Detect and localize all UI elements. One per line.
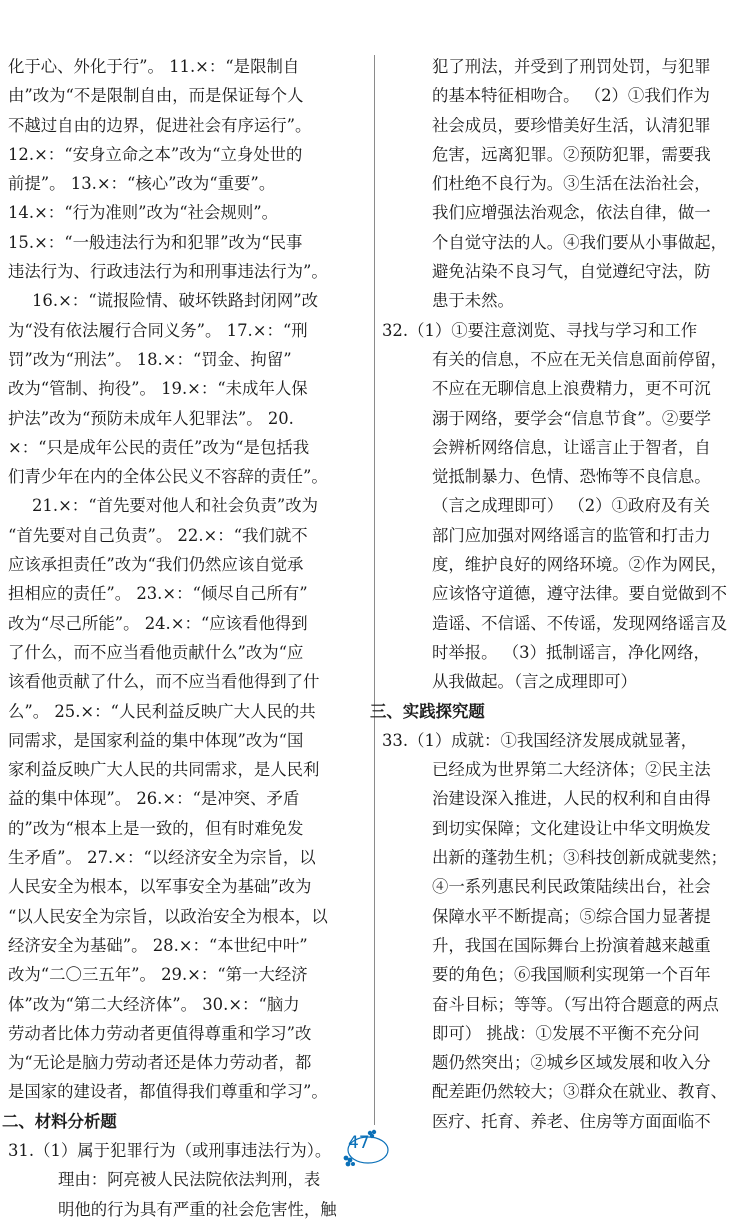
text-line: 犯了刑法，并受到了刑罚处罚，与犯罪	[432, 57, 711, 76]
text-line: 前提”。 13.×：“核心”改为“重要”。	[8, 174, 276, 194]
text-line: 应该恪守道德，遵守法律。要自觉做到不	[432, 584, 728, 604]
text-line: 患于未然。	[432, 291, 514, 311]
text-line: 体”改为“第二大经济体”。 30.×：“脑力	[8, 994, 300, 1014]
text-line: 造谣、不信谣、不传谣，发现网络谣言及	[432, 613, 728, 633]
text-line: “以人民安全为宗旨，以政治安全为根本，以	[8, 906, 328, 926]
text-line: 罚”改为“刑法”。 18.×：“罚金、拘留”	[8, 349, 292, 369]
text-line: 个自觉守法的人。④我们要从小事做起，	[432, 232, 728, 252]
text-line: 们青少年在内的全体公民义不容辞的责任”。	[8, 467, 328, 487]
text-line: 部门应加强对网络谣言的监管和打击力	[432, 525, 711, 545]
section-heading: 二、材料分析题	[2, 1111, 117, 1131]
text-line: 担相应的责任”。 23.×：“倾尽自己所有”	[8, 584, 308, 604]
text-line: 升，我国在国际舞台上扮演着越来越重	[432, 935, 711, 955]
text-line: 到切实保障；文化建设让中华文明焕发	[432, 818, 711, 838]
text-line: 32.（1）①要注意浏览、寻找与学习和工作	[382, 320, 698, 340]
text-line: 护法”改为“预防未成年人犯罪法”。 20.	[8, 408, 294, 428]
text-line: 15.×：“一般违法行为和犯罪”改为“民事	[8, 232, 303, 252]
text-line: 由”改为“不是限制自由，而是保证每个人	[8, 86, 304, 106]
text-line: 该看他贡献了什么，而不应当看他得到了什	[8, 672, 320, 692]
text-line: 益的集中体现”。 26.×：“是冲突、矛盾	[8, 789, 300, 809]
text-line: 奋斗目标；等等。（写出符合题意的两点	[432, 994, 719, 1014]
text-line: 的基本特征相吻合。 （2）①我们作为	[432, 86, 710, 106]
text-line: 明他的行为具有严重的社会危害性，触	[58, 1199, 337, 1219]
text-line: 了什么，而不应当看他贡献什么”改为“应	[8, 642, 304, 662]
text-line: 改为“尽己所能”。 24.×：“应该看他得到	[8, 613, 308, 633]
right-column	[370, 52, 742, 1136]
text-line: 配差距仍然较大；③群众在就业、教育、	[432, 1082, 728, 1102]
text-line: 同需求，是国家利益的集中体现”改为“国	[8, 730, 304, 750]
text-line: 们杜绝不良行为。③生活在法治社会，	[432, 174, 711, 194]
text-line: 题仍然突出；②城乡区域发展和收入分	[432, 1053, 711, 1073]
text-line: 应该承担责任”改为“我们仍然应该自觉承	[8, 555, 304, 575]
text-line: 从我做起。（言之成理即可）	[432, 672, 637, 692]
text-line: 会辨析网络信息，让谣言止于智者，自	[432, 437, 711, 457]
text-line: 14.×：“行为准则”改为“社会规则”。	[8, 203, 279, 223]
text-line: 已经成为世界第二大经济体；②民主法	[432, 760, 711, 780]
page-number-badge	[336, 1128, 400, 1168]
text-line: 33.（1）成就：①我国经济发展成就显著，	[382, 730, 698, 750]
text-line: 保障水平不断提高；⑤综合国力显著提	[432, 906, 711, 926]
text-line: 为“无论是脑力劳动者还是体力劳动者，都	[8, 1053, 312, 1073]
left-column	[2, 52, 366, 1224]
text-line: 不越过自由的边界，促进社会有序运行”。	[8, 115, 312, 135]
text-line: 出新的蓬勃生机；③科技创新成就斐然；	[432, 848, 728, 868]
page-number: 47	[348, 1133, 370, 1153]
text-line: 家利益反映广大人民的共同需求，是人民利	[8, 760, 320, 780]
text-line: 的”改为“根本上是一致的，但有时难免发	[8, 818, 304, 838]
text-line: ×：“只是成年公民的责任”改为“是包括我	[8, 437, 310, 457]
text-line: 危害，远离犯罪。②预防犯罪，需要我	[432, 144, 711, 164]
text-line: 医疗、托育、养老、住房等方面面临不	[432, 1111, 711, 1131]
text-line: 我们应增强法治观念，依法自律，做一	[432, 203, 711, 223]
text-line: 么”。 25.×：“人民利益反映广大人民的共	[8, 701, 316, 721]
text-line: 有关的信息，不应在无关信息面前停留，	[432, 349, 728, 369]
text-line: 觉抵制暴力、色情、恐怖等不良信息。	[432, 467, 711, 487]
text-line: 溺于网络，要学会“信息节食”。②要学	[432, 408, 712, 428]
section-heading: 三、实践探究题	[370, 701, 485, 721]
text-line: 为“没有依法履行合同义务”。 17.×：“刑	[8, 320, 308, 340]
text-line: （言之成理即可） （2）①政府及有关	[432, 496, 710, 516]
text-line: 化于心、外化于行”。 11.×：“是限制自	[8, 57, 300, 76]
text-line: 治建设深入推进，人民的权利和自由得	[432, 789, 711, 809]
text-line: ④一系列惠民利民政策陆续出台，社会	[432, 877, 711, 897]
text-line: 社会成员，要珍惜美好生活，认清犯罪	[432, 115, 711, 135]
text-line: 度，维护良好的网络环境。②作为网民，	[432, 555, 728, 575]
text-line: 16.×：“谎报险情、破坏铁路封闭网”改	[32, 291, 319, 311]
text-line: 12.×：“安身立命之本”改为“立身处世的	[8, 144, 303, 164]
text-line: 经济安全为基础”。 28.×：“本世纪中叶”	[8, 935, 308, 955]
text-line: 31.（1）属于犯罪行为（或刑事违法行为）。	[8, 1140, 332, 1160]
text-line: 改为“管制、拘役”。 19.×：“未成年人保	[8, 379, 308, 399]
text-line: 21.×：“首先要对他人和社会负责”改为	[32, 496, 319, 516]
text-line: 违法行为、行政违法行为和刑事违法行为”。	[8, 262, 328, 282]
text-line: 理由：阿亮被人民法院依法判刑，表	[58, 1170, 321, 1190]
text-line: 生矛盾”。 27.×：“以经济安全为宗旨，以	[8, 848, 316, 868]
column-divider	[374, 55, 375, 1125]
text-line: 要的角色；⑥我国顺利实现第一个百年	[432, 965, 711, 985]
text-line: 避免沾染不良习气，自觉遵纪守法，防	[432, 262, 711, 282]
text-line: 是国家的建设者，都值得我们尊重和学习”。	[8, 1082, 328, 1102]
text-line: 劳动者比体力劳动者更值得尊重和学习”改	[8, 1023, 312, 1043]
text-line: 人民安全为根本，以军事安全为基础”改为	[8, 877, 312, 897]
text-line: 改为“二〇三五年”。 29.×：“第一大经济	[8, 965, 308, 985]
text-line: 时举报。 （3）抵制谣言，净化网络，	[432, 642, 710, 662]
text-line: 即可） 挑战：①发展不平衡不充分问	[432, 1023, 700, 1043]
text-line: “首先要对自己负责”。 22.×：“我们就不	[8, 525, 308, 545]
text-line: 不应在无聊信息上浪费精力，更不可沉	[432, 379, 711, 399]
